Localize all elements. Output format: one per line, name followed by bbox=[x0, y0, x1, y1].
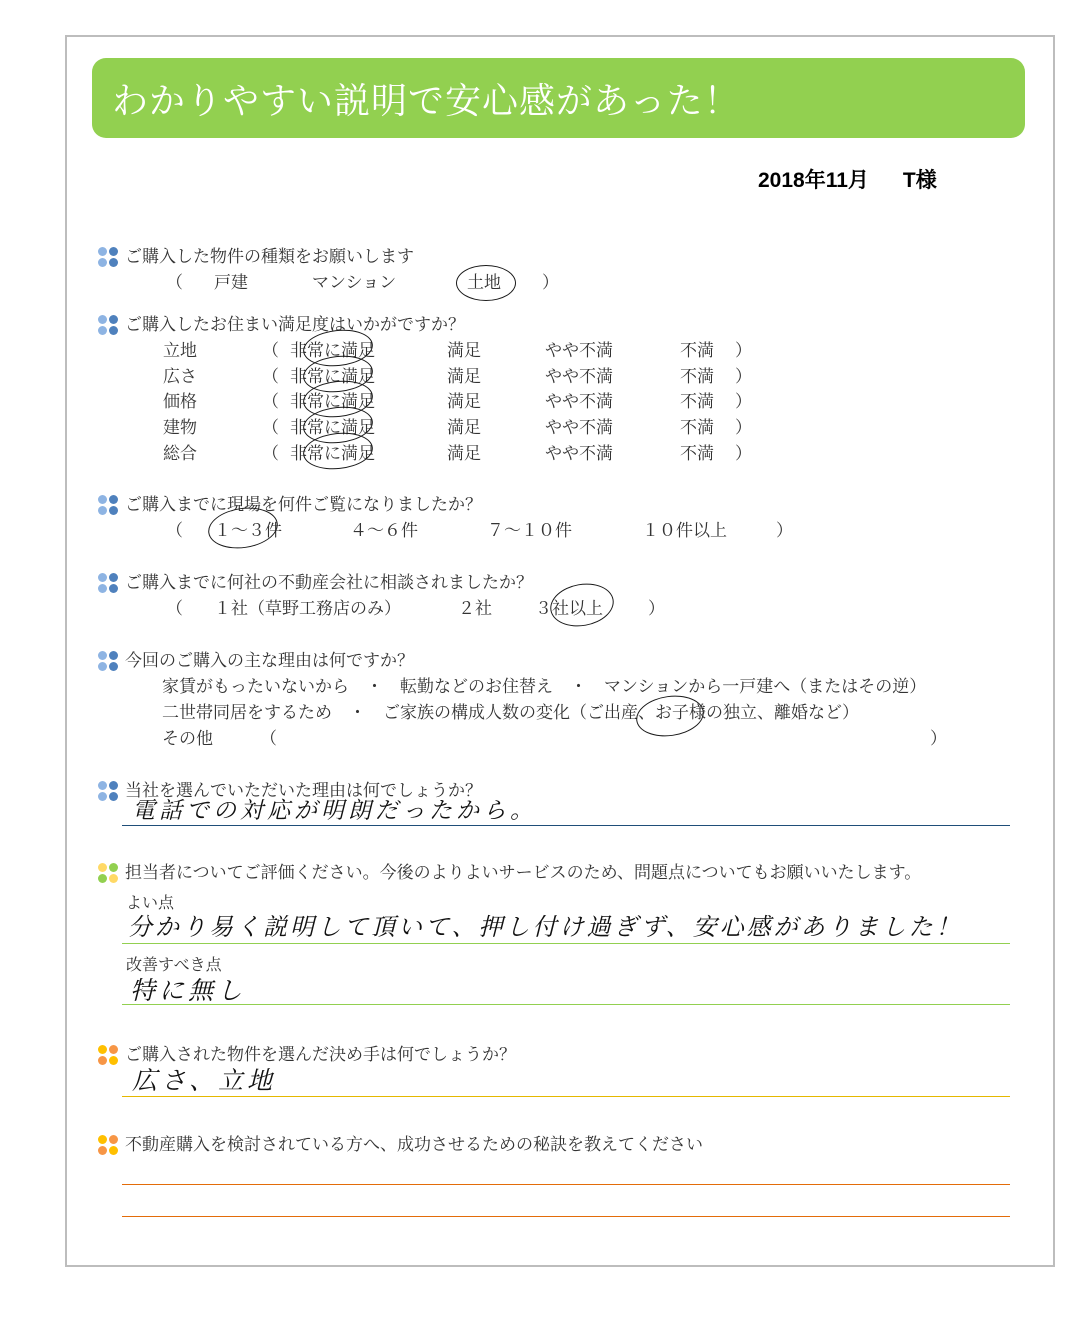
row-label: 価格 bbox=[163, 392, 197, 412]
reason-options-line-2: 二世帯同居をするため ・ ご家族の構成人数の変化（ご出産、お子様の独立、離婚など） bbox=[162, 703, 859, 723]
option-very-satisfied: 非常に満足 bbox=[290, 418, 375, 438]
option-10-plus: １０件以上 bbox=[642, 521, 727, 541]
row-label: 立地 bbox=[163, 341, 197, 361]
option-somewhat-dissatisfied: やや不満 bbox=[545, 444, 613, 464]
option-dissatisfied: 不満 bbox=[680, 367, 714, 387]
option-detached-house: 戸建 bbox=[214, 273, 248, 293]
option-very-satisfied: 非常に満足 bbox=[290, 444, 375, 464]
close-paren: ） bbox=[542, 273, 559, 293]
option-satisfied: 満足 bbox=[447, 444, 481, 464]
question-text: ご購入までに現場を何件ご覧になりましたか？ bbox=[125, 495, 482, 515]
answer-underline bbox=[122, 1184, 1010, 1185]
open-paren: （ bbox=[262, 367, 279, 387]
question-text: ご購入した物件の種類をお願いします bbox=[125, 247, 414, 267]
option-satisfied: 満足 bbox=[447, 392, 481, 412]
option-somewhat-dissatisfied: やや不満 bbox=[545, 418, 613, 438]
answer-underline bbox=[122, 825, 1010, 826]
close-paren: ） bbox=[776, 521, 793, 541]
open-paren: （ bbox=[166, 273, 183, 293]
row-label: 建物 bbox=[163, 418, 197, 438]
question-text: 担当者についてご評価ください。今後のよりよいサービスのため、問題点についてもお願いいたします。 bbox=[125, 863, 922, 883]
blue-dots-icon bbox=[98, 651, 120, 671]
open-paren: （ bbox=[262, 341, 279, 361]
improvement-points-label: 改善すべき点 bbox=[126, 955, 222, 974]
option-land: 土地 bbox=[467, 273, 501, 293]
option-dissatisfied: 不満 bbox=[680, 392, 714, 412]
close-paren: ） bbox=[735, 444, 752, 464]
open-paren: （ bbox=[262, 444, 279, 464]
answer-underline bbox=[122, 1096, 1010, 1097]
answer-improvement-points: 特に無し bbox=[130, 976, 247, 1005]
row-label: 広さ bbox=[163, 367, 197, 387]
question-text: 不動産購入を検討されている方へ、成功させるための秘訣を教えてください bbox=[125, 1135, 703, 1155]
survey-date: 2018年11月 bbox=[758, 169, 869, 192]
question-staff-evaluation bbox=[98, 862, 921, 884]
blue-dots-icon bbox=[98, 781, 120, 801]
option-satisfied: 満足 bbox=[447, 418, 481, 438]
option-dissatisfied: 不満 bbox=[680, 444, 714, 464]
open-paren: （ bbox=[260, 729, 277, 749]
close-paren: ） bbox=[735, 367, 752, 387]
answer-underline bbox=[122, 943, 1010, 944]
close-paren: ） bbox=[930, 729, 947, 749]
question-deciding-factor bbox=[98, 1044, 516, 1066]
open-paren: （ bbox=[166, 599, 183, 619]
answer-underline bbox=[122, 1004, 1010, 1005]
reason-options-line-1: 家賃がもったいないから ・ 転勤などのお住替え ・ マンションから一戸建へ（またはその逆） bbox=[162, 677, 927, 697]
option-satisfied: 満足 bbox=[447, 367, 481, 387]
close-paren: ） bbox=[648, 599, 665, 619]
answer-underline bbox=[122, 1216, 1010, 1217]
page-title: わかりやすい説明で安心感があった！ bbox=[112, 81, 741, 122]
option-two-companies: ２社 bbox=[458, 599, 492, 619]
open-paren: （ bbox=[262, 392, 279, 412]
option-one-company: １社（草野工務店のみ） bbox=[214, 599, 401, 619]
question-success-tips bbox=[98, 1134, 703, 1156]
question-purchase-reason bbox=[98, 650, 414, 672]
date-customer-line bbox=[758, 164, 937, 194]
close-paren: ） bbox=[735, 341, 752, 361]
open-paren: （ bbox=[262, 418, 279, 438]
orange-dots-icon bbox=[98, 1135, 120, 1155]
option-dissatisfied: 不満 bbox=[680, 341, 714, 361]
close-paren: ） bbox=[735, 392, 752, 412]
blue-dots-icon bbox=[98, 247, 120, 267]
yellow-green-dots-icon bbox=[98, 863, 120, 883]
selection-circle-mark bbox=[456, 265, 516, 301]
option-satisfied: 満足 bbox=[447, 341, 481, 361]
customer-name: T様 bbox=[902, 169, 937, 192]
blue-dots-icon bbox=[98, 495, 120, 515]
option-somewhat-dissatisfied: やや不満 bbox=[545, 392, 613, 412]
blue-dots-icon bbox=[98, 315, 120, 335]
row-label: 総合 bbox=[163, 444, 197, 464]
close-paren: ） bbox=[735, 418, 752, 438]
option-1-3: １～３件 bbox=[214, 521, 282, 541]
question-companies-consulted bbox=[98, 572, 533, 594]
option-dissatisfied: 不満 bbox=[680, 418, 714, 438]
question-text: 今回のご購入の主な理由は何ですか？ bbox=[125, 651, 414, 671]
question-text: ご購入したお住まい満足度はいかがですか？ bbox=[125, 315, 465, 335]
answer-why-chose-us: 電話での対応が明朗だったから。 bbox=[132, 798, 537, 824]
question-text: ご購入された物件を選んだ決め手は何でしょうか？ bbox=[125, 1045, 516, 1065]
option-very-satisfied: 非常に満足 bbox=[290, 367, 375, 387]
option-somewhat-dissatisfied: やや不満 bbox=[545, 341, 613, 361]
answer-deciding-factor: 広さ、立地 bbox=[132, 1066, 277, 1095]
orange-dots-icon bbox=[98, 1045, 120, 1065]
answer-good-points: 分かり易く説明して頂いて、押し付け過ぎず、安心感がありました！ bbox=[128, 913, 963, 941]
question-text: 当社を選んでいただいた理由は何でしょうか？ bbox=[125, 781, 482, 801]
open-paren: （ bbox=[166, 521, 183, 541]
option-very-satisfied: 非常に満足 bbox=[290, 341, 375, 361]
good-points-label: よい点 bbox=[126, 893, 175, 912]
option-4-6: ４～６件 bbox=[350, 521, 418, 541]
option-somewhat-dissatisfied: やや不満 bbox=[545, 367, 613, 387]
option-7-10: ７～１０件 bbox=[487, 521, 572, 541]
question-text: ご購入までに何社の不動産会社に相談されましたか？ bbox=[125, 573, 533, 593]
question-sites-viewed bbox=[98, 494, 482, 516]
option-very-satisfied: 非常に満足 bbox=[290, 392, 375, 412]
question-satisfaction bbox=[98, 314, 465, 336]
option-three-plus: ３社以上 bbox=[535, 599, 603, 619]
option-condominium: マンション bbox=[312, 273, 397, 293]
question-property-type bbox=[98, 246, 414, 268]
title-banner bbox=[92, 58, 1025, 138]
blue-dots-icon bbox=[98, 573, 120, 593]
reason-other-label: その他 bbox=[162, 729, 213, 749]
